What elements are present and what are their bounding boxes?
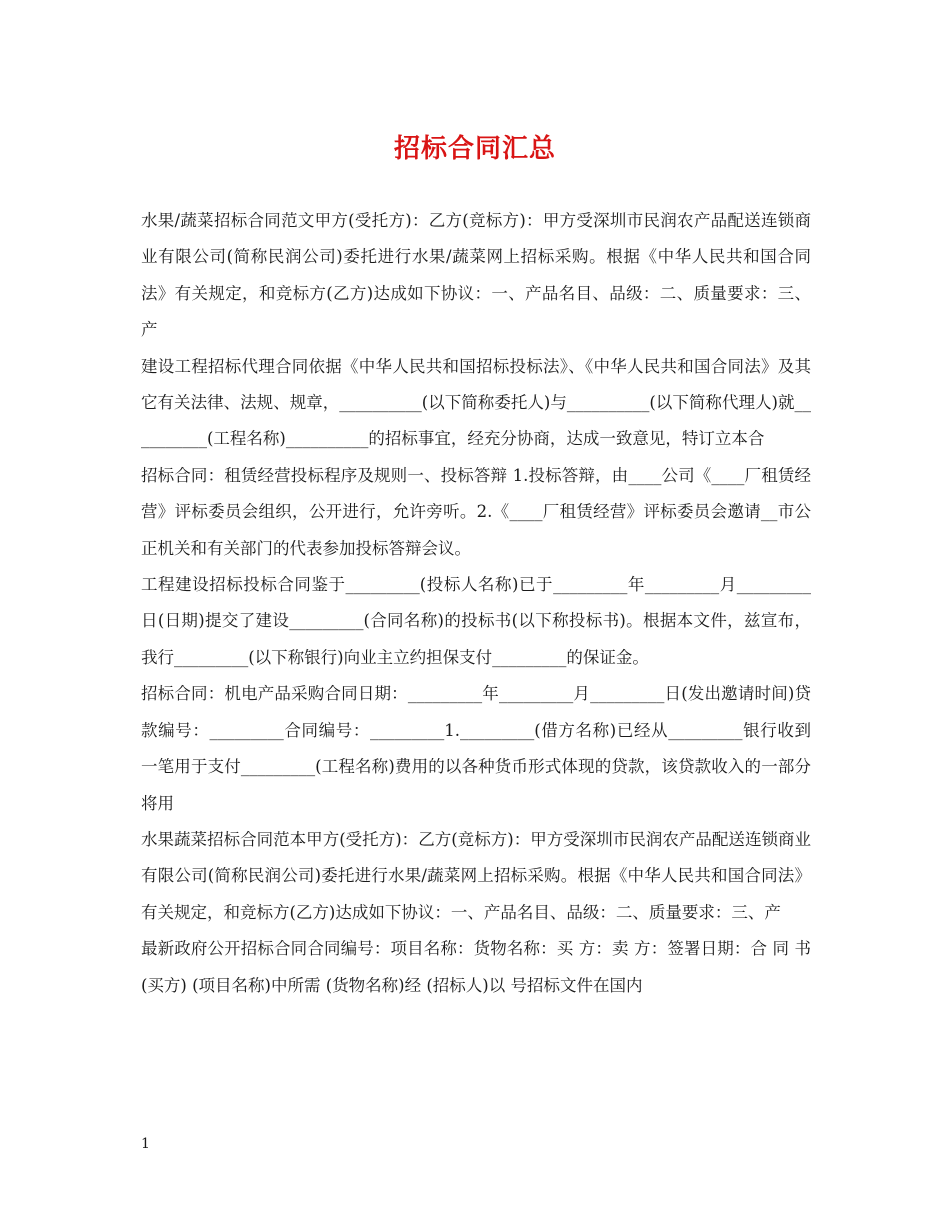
paragraph-construction-bid-guarantee: 工程建设招标投标合同鉴于_________(投标人名称)已于_________年_________月_________日(日期)提交了建设_________(合同名称)的投标书(以下称投标书)。根据本文件，兹宣布，我行_________(以下称银行)向业主立约担保支付_________的保证金。 <box>141 575 811 667</box>
paragraph-fruit-vegetable-template: 水果蔬菜招标合同范本甲方(受托方)：乙方(竞标方)：甲方受深圳市民润农产品配送连锁商业有限公司(简称民润公司)委托进行水果/蔬菜网上招标采购。根据《中华人民共和国合同法》有关规定，和竞标方(乙方)达成如下协议：一、产品名目、品级：二、质量要求：三、产 <box>141 829 811 922</box>
paragraph-fruit-vegetable-contract: 水果/蔬菜招标合同范文甲方(受托方)：乙方(竞标方)：甲方受深圳市民润农产品配送连锁商业有限公司(简称民润公司)委托进行水果/蔬菜网上招标采购。根据《中华人民共和国合同法》有关规定，和竞标方(乙方)达成如下协议：一、产品名目、品级：二、质量要求：三、产 <box>141 211 811 340</box>
page-number: 1 <box>141 1136 150 1152</box>
document-title: 招标合同汇总 <box>393 134 556 164</box>
paragraph-lease-bidding-rules: 招标合同：租赁经营投标程序及规则一、投标答辩 1.投标答辩，由____公司《____厂租赁经营》评标委员会组织，公开进行，允许旁听。2.《____厂租赁经营》评标委员会邀请__市公正机关和有关部门的代表参加投标答辩会议。 <box>141 465 811 558</box>
paragraph-construction-agency-contract: 建设工程招标代理合同依据《中华人民共和国招标投标法》、《中华人民共和国合同法》及其它有关法律、法规、规章，__________(以下简称委托人)与__________(以下简称代理人)就__________(工程名称)__________的招标事宜，经充分协商，达成一致意见，特订立本合 <box>141 356 811 449</box>
document-body <box>141 203 811 1004</box>
paragraph-electromechanical-purchase: 招标合同：机电产品采购合同日期：_________年_________月_________日(发出邀请时间)贷款编号：_________合同编号：_________1._________(借方名称)已经从_________银行收到一笔用于支付_________(工程名称)费用的以各种货币形式体现的贷款，该贷款收入的一部分将用 <box>141 684 811 813</box>
paragraph-government-tender: 最新政府公开招标合同合同编号：项目名称：货物名称：买 方：卖 方：签署日期：合 同 书(买方) (项目名称)中所需 (货物名称)经 (招标人)以 号招标文件在国内 <box>141 939 811 995</box>
